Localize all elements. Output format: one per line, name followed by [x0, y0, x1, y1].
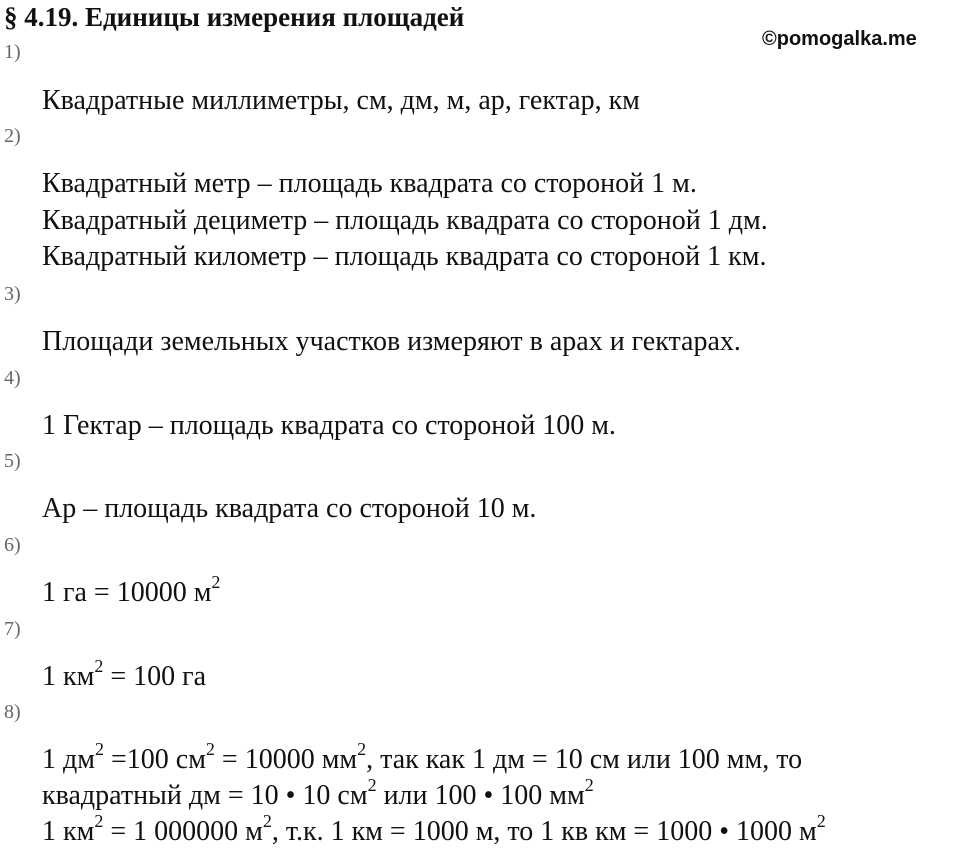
- answer-line: [42, 739, 803, 777]
- answer-text: Квадратный метр – площадь квадрата со стороной 1 м.: [42, 168, 697, 199]
- item-number: 2): [4, 125, 21, 147]
- superscript: 2: [94, 811, 104, 831]
- answer-text: Квадратный дециметр – площадь квадрата со стороной 1 дм.: [42, 205, 768, 236]
- answer-line: [42, 325, 741, 359]
- superscript: 2: [94, 739, 104, 759]
- item-number: 4): [4, 367, 21, 389]
- answer-line: [42, 572, 221, 610]
- answer-text: Квадратный километр – площадь квадрата со стороной 1 км.: [42, 241, 767, 272]
- answer-text: , т.к. 1 км = 1000 м, то 1 кв км = 1000 • 1000 м: [271, 816, 817, 847]
- answer-text: Ар – площадь квадрата со стороной 10 м.: [42, 493, 537, 524]
- page-title: § 4.19. Единицы измерения площадей: [4, 2, 465, 32]
- item-number: 3): [4, 283, 21, 305]
- answer-text: квадратный дм = 10 • 10 см: [42, 780, 368, 811]
- answer-text: =100 см: [103, 744, 206, 775]
- answer-text: 1 га = 10000 м: [42, 577, 212, 608]
- answer-text: = 100 га: [103, 661, 207, 692]
- answer-text: = 1 000000 м: [103, 816, 263, 847]
- answer-text: Площади земельных участков измеряют в арах и гектарах.: [42, 326, 741, 357]
- answer-text: Квадратные миллиметры, см, дм, м, ар, гектар, км: [42, 85, 640, 116]
- superscript: 2: [367, 775, 377, 795]
- answer-line: [42, 84, 640, 118]
- superscript: 2: [816, 811, 826, 831]
- answer-text: 1 Гектар – площадь квадрата со стороной 100 м.: [42, 410, 616, 441]
- superscript: 2: [211, 572, 221, 592]
- answer-line: [42, 167, 697, 201]
- item-number: 8): [4, 701, 21, 723]
- answer-line: [42, 240, 767, 274]
- item-number: 1): [4, 41, 21, 63]
- answer-text: или 100 • 100 мм: [376, 780, 585, 811]
- watermark: ©pomogalka.me: [762, 28, 917, 50]
- item-number: 6): [4, 534, 21, 556]
- answer-line: [42, 775, 594, 813]
- answer-text: 1 дм: [42, 744, 95, 775]
- superscript: 2: [94, 656, 104, 676]
- answer-line: [42, 492, 536, 526]
- answer-text: = 10000 мм: [214, 744, 358, 775]
- superscript: 2: [357, 739, 367, 759]
- item-number: 7): [4, 618, 21, 640]
- answer-line: [42, 204, 768, 238]
- superscript: 2: [584, 775, 594, 795]
- answer-line: [42, 811, 826, 849]
- answer-text: 1 км: [42, 816, 95, 847]
- answer-text: 1 км: [42, 661, 95, 692]
- answer-line: [42, 656, 207, 694]
- superscript: 2: [205, 739, 215, 759]
- answer-text: , так как 1 дм = 10 см или 100 мм, то: [366, 744, 803, 775]
- answer-line: [42, 409, 616, 443]
- superscript: 2: [262, 811, 272, 831]
- item-number: 5): [4, 450, 21, 472]
